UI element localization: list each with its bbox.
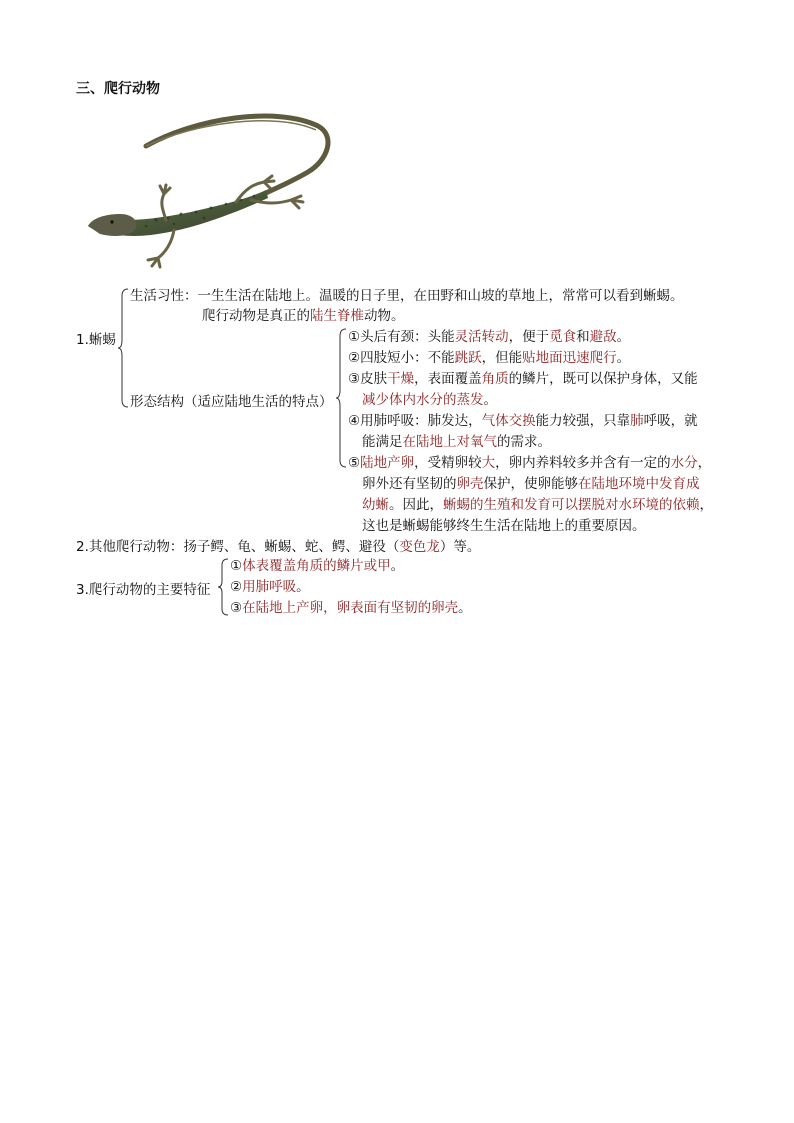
item1-label: 1.蜥蜴: [76, 332, 116, 348]
item2: 2.其他爬行动物：扬子鳄、龟、蜥蜴、蛇、鳄、避役（变色龙）等。: [76, 539, 481, 555]
structure-label: 形态结构（适应陆地生活的特点）: [130, 394, 333, 410]
lizard-photo: [86, 108, 336, 273]
habit-line-1: [130, 286, 684, 306]
brace-item1: [118, 288, 130, 408]
point-1: ①头后有颈：头能灵活转动，便于觅食和避敌。: [348, 329, 631, 345]
point-4: ④用肺呼吸：肺发达，气体交换能力较强，只靠肺呼吸，就: [348, 413, 698, 429]
habit-line-2: 爬行动物是真正的陆生脊椎动物。: [202, 308, 405, 324]
item3-point-1: ①体表覆盖角质的鳞片或甲。: [230, 558, 405, 574]
point-4-cont: 能满足在陆地上对氧气的需求。: [362, 434, 551, 450]
brace-structure: [336, 328, 348, 468]
point-2: ②四肢短小：不能跳跃，但能贴地面迅速爬行。: [348, 350, 631, 366]
point-3: ③皮肤干燥，表面覆盖角质的鳞片，既可以保护身体，又能: [348, 371, 698, 387]
section-title: 三、爬行动物: [76, 81, 160, 97]
item3-label: 3.爬行动物的主要特征: [76, 582, 211, 598]
point-5-cont-3: 这也是蜥蜴能够终生生活在陆地上的重要原因。: [362, 518, 646, 534]
item3-point-2: ②用肺呼吸。: [230, 579, 310, 595]
point-5: ⑤陆地产卵，受精卵较大，卵内养料较多并含有一定的水分，: [348, 455, 712, 471]
item3-point-3: ③在陆地上产卵，卵表面有坚韧的卵壳。: [230, 600, 472, 616]
highlight: 陆生脊椎: [310, 308, 364, 324]
point-5-cont-1: 卵外还有坚韧的卵壳保护，使卵能够在陆地环境中发育成: [362, 476, 700, 492]
point-5-cont-2: 幼蜥。因此，蜥蜴的生殖和发育可以摆脱对水环境的依赖，: [362, 497, 713, 513]
point-3-cont: 减少体内水分的蒸发。: [362, 392, 497, 408]
habit-text: 生活习性：一生生活在陆地上。温暖的日子里，在田野和山坡的草地上，常常可以看到蜥蜴。: [130, 288, 684, 304]
brace-item3: [218, 558, 230, 616]
